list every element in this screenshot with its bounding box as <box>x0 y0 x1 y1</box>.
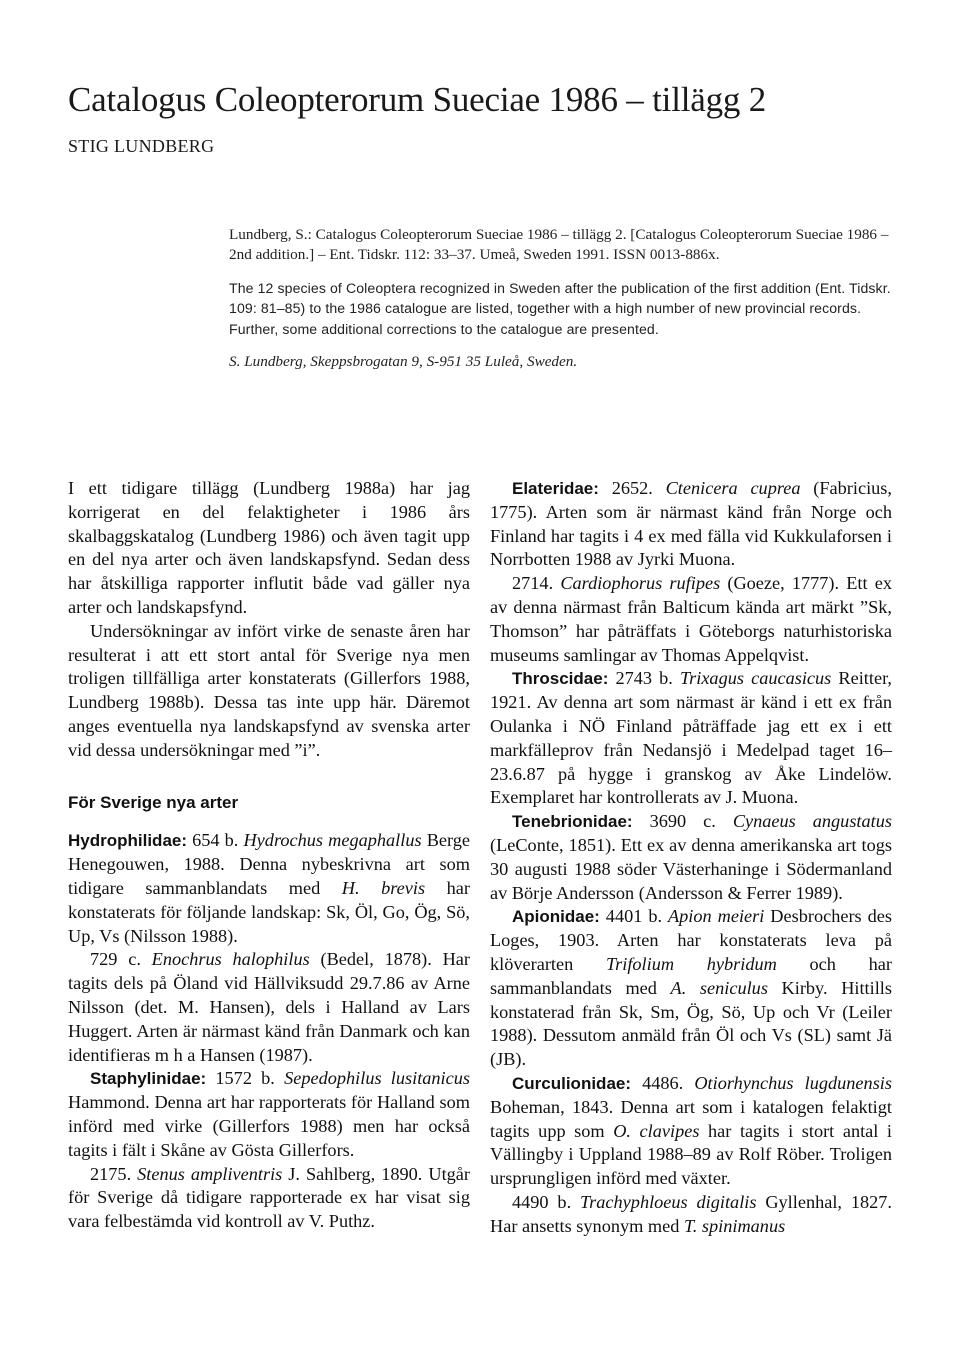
family-name: Curculionidae: <box>512 1073 632 1093</box>
right-column <box>490 477 892 1239</box>
catalogue-number: 2714. <box>512 573 561 594</box>
entry-stenus <box>68 1163 470 1234</box>
catalogue-number: 1572 b. <box>206 1068 285 1089</box>
abstract-citation: Lundberg, S.: Catalogus Coleopterorum Sueciae 1986 – tillägg 2. [Catalogus Coleopterorum Sueciae 1986 – 2nd addition.] – Ent. Tidskr. 112: 33–37. Umeå, Sweden 1991. ISSN 0013-886x. <box>229 226 889 264</box>
entry-text: har konstaterats för följande landskap: Sk, Öl, Go, Ög, Sö, Up, Vs (Nilsson 1988). <box>68 877 470 946</box>
entry-cardiophorus <box>490 572 892 667</box>
catalogue-number: 4486. <box>631 1072 695 1093</box>
entry-enochrus <box>68 948 470 1067</box>
entry-text: Gyllenhal, 1827. Har ansetts synonym med <box>490 1191 892 1236</box>
species-name: Stenus ampliventris <box>137 1163 283 1184</box>
entry-text: har tagits i stort antal i Vällingby i Uppland 1988–89 av Rolf Röber. Troligen ursprungligen införd med växter. <box>490 1120 893 1189</box>
species-name: Ctenicera cuprea <box>665 478 801 498</box>
entry-trachyphloeus <box>490 1191 892 1239</box>
entry-text: Desbrochers des Loges, 1903. Arten har konstaterats leva på klöverarten <box>490 906 893 974</box>
intro-paragraph: I ett tidigare tillägg (Lundberg 1988a) har jag korrigerat en del felaktigheter i 1986 års skalbaggskatalog (Lundberg 1986) och även tagit upp en del nya arter och även landskapsfynd. Sedan dess har åtskilliga rapporter influtit både vad gäller nya arter och landskapsfynd. <box>68 478 470 617</box>
catalogue-number: 2743 b. <box>608 668 680 689</box>
catalogue-number: 4490 b. <box>512 1191 581 1212</box>
entry-apionidae <box>490 905 892 1072</box>
catalogue-number: 2652. <box>598 478 666 498</box>
entry-text: Hammond. Denna art har rapporterats för Halland som införd med virke (Gillerfors 1988) men har också tagits i fält i Skåne av Gösta Gillerfors. <box>68 1092 470 1160</box>
second-paragraph: Undersökningar av infört virke de senaste åren har resulterat i att ett stort antal för Sverige nya men troligen tillfälliga arter konstaterats (Gillerfors 1988, Lundberg 1988b). Dessa tas inte upp här. Däremot anges eventuella nya landskapsfynd av svenska arter vid dessa undersökningar med ”i”. <box>68 620 470 760</box>
family-name: Tenebrionidae: <box>512 812 633 832</box>
catalogue-number: 3690 c. <box>632 811 733 832</box>
left-column <box>68 477 470 1234</box>
entry-text: Boheman, 1843. Denna art som i katalogen felaktigt tagits upp som <box>490 1096 892 1141</box>
entry-text: Berge Henegouwen, 1988. Denna nybeskrivna art som tidigare sammanblandats med <box>68 830 471 898</box>
entry-text: Kirby. Hittills konstaterad från Sk, Sm, Ög, Sö, Up och Vr (Leiler 1988). Dessutom anmäld från Öl och Vs (SL) samt Jä (JB). <box>490 977 892 1070</box>
species-name: Cynaeus angustatus <box>732 811 892 832</box>
entry-hydrophilidae <box>68 829 470 948</box>
family-name: Hydrophilidae: <box>68 831 188 851</box>
entry-throscidae <box>490 667 892 810</box>
species-name: Enochrus halophilus <box>151 949 310 970</box>
catalogue-number: 654 b. <box>187 830 244 851</box>
entry-text: Reitter, 1921. Av denna art som närmast är känd i ett ex från Oulanka i NÖ Finland påträffade jag ett ex i ett markfälleprov från Nedansjö i Medelpad taget 16–23.6.87 på hygge i granskog av Åke Lindelöw. Exemplaret har kontrollerats av J. Muona. <box>490 668 892 808</box>
catalogue-number: 729 c. <box>90 949 152 970</box>
host-plant-name: Trifolium hybridum <box>605 953 777 974</box>
species-name: Sepedophilus lusitanicus <box>284 1068 471 1089</box>
species-name: A. seniculus <box>670 977 768 998</box>
entry-text: (LeConte, 1851). Ett ex av denna amerikanska art togs 30 augusti 1988 söder Västerhaninge i Södermanland av Börje Andersson (Andersson & Ferrer 1989). <box>490 834 892 903</box>
entry-text: och har sammanblandats med <box>490 953 892 998</box>
species-name: T. spinimanus <box>683 1215 786 1236</box>
entry-text: (Goeze, 1777). Ett ex av denna närmast från Balticum kända art märkt ”Sk, Thomson” har påträffats i Göteborgs naturhistoriska museums samlingar av Thomas Appelqvist. <box>490 573 892 665</box>
abstract-summary: The 12 species of Coleoptera recognized in Sweden after the publication of the first addition (Ent. Tidskr. 109: 81–85) to the 1986 catalogue are listed, together with a high number of new provincial records. Further, some additional corrections to the catalogue are presented. <box>229 279 891 337</box>
entry-staphylinidae <box>68 1067 470 1162</box>
species-name: Otiorhynchus lugdunensis <box>694 1072 892 1093</box>
entry-elateridae <box>490 477 892 572</box>
section-heading: För Sverige nya arter <box>68 792 239 812</box>
species-name: Trixagus caucasicus <box>679 668 832 689</box>
family-name: Apionidae: <box>512 907 600 927</box>
catalogue-number: 4401 b. <box>599 906 668 927</box>
species-name: Apion meieri <box>668 906 765 927</box>
author-address: S. Lundberg, Skeppsbrogatan 9, S-951 35 Luleå, Sweden. <box>229 353 578 371</box>
author-name: STIG LUNDBERG <box>68 136 215 156</box>
species-name: H. brevis <box>341 877 426 898</box>
species-name: O. clavipes <box>613 1120 700 1141</box>
family-name: Elateridae: <box>512 479 599 498</box>
entry-text: (Fabricius, 1775). Arten som är närmast känd från Norge och Finland har tagits i 4 ex med fälla vid Kukkulaforsen i Norrbotten 1988 av Jyrki Muona. <box>490 478 892 570</box>
entry-text: (Bedel, 1878). Har tagits dels på Öland vid Hällviksudd 29.7.86 av Arne Nilsson (det. M. Hansen), dels i Halland av Lars Huggert. Arten är närmast känd från Danmark och kan identifieras m h a Hansen (1987). <box>68 949 471 1065</box>
species-name: Cardiophorus rufipes <box>560 573 721 594</box>
abstract <box>229 225 897 372</box>
family-name: Throscidae: <box>512 669 609 689</box>
family-name: Staphylinidae: <box>90 1069 207 1089</box>
entry-curculionidae <box>490 1072 892 1191</box>
entry-text: J. Sahlberg, 1890. Utgår för Sverige då tidigare rapporterade ex har visat sig vara felbestämda vid kontroll av V. Puthz. <box>68 1163 471 1232</box>
species-name: Trachyphloeus digitalis <box>580 1191 757 1212</box>
entry-tenebrionidae <box>490 810 892 905</box>
species-name: Hydrochus megaphallus <box>243 830 422 851</box>
catalogue-number: 2175. <box>90 1163 138 1184</box>
article-title: Catalogus Coleopterorum Sueciae 1986 – tillägg 2 <box>68 80 767 119</box>
